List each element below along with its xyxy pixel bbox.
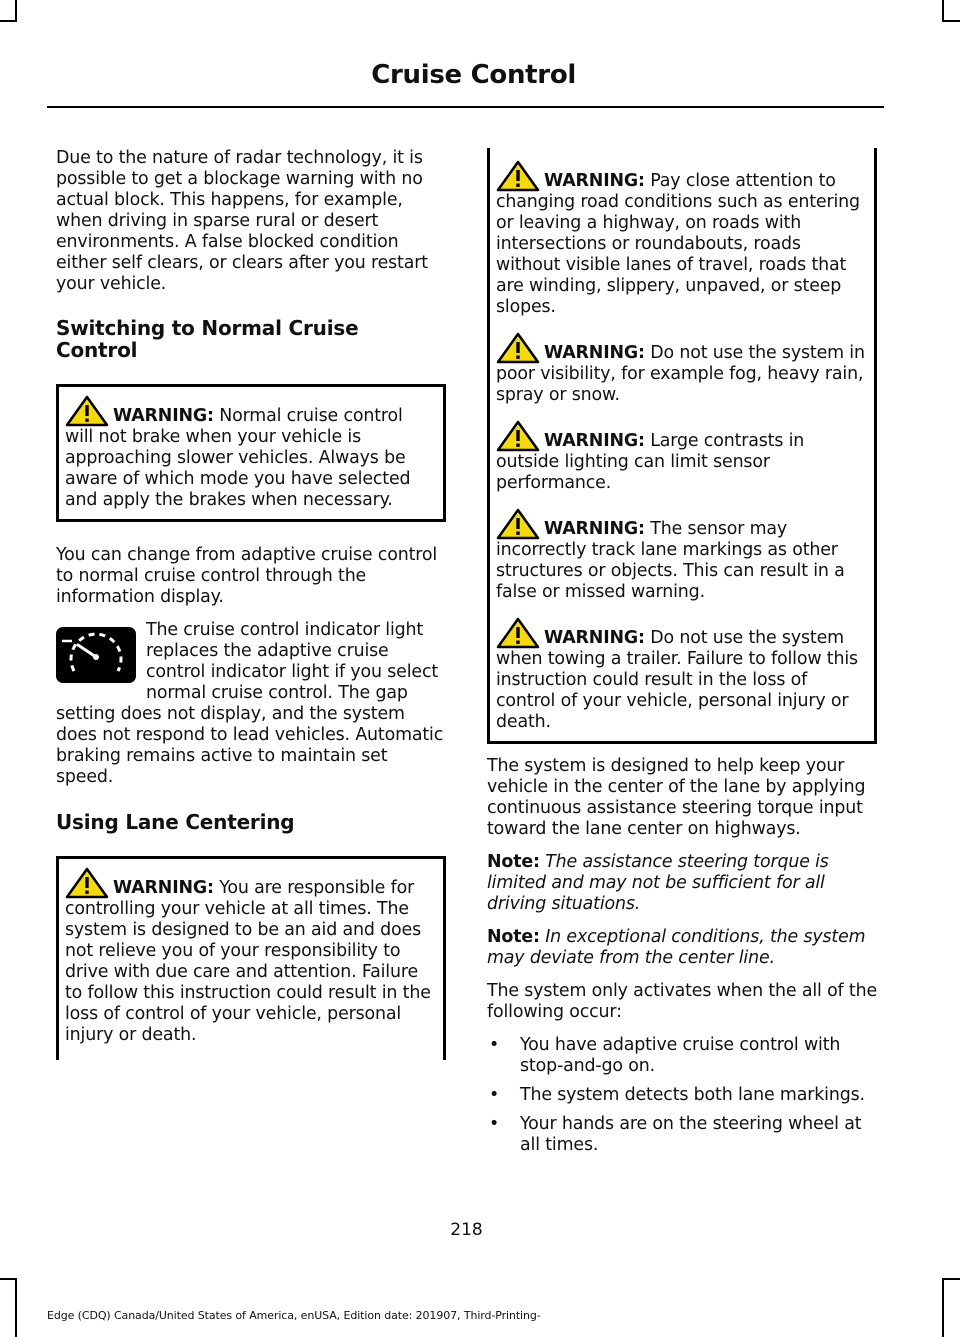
warning-label: WARNING:	[544, 431, 645, 451]
warning-item	[496, 508, 867, 603]
warning-label: WARNING:	[113, 878, 214, 898]
warning-text: Pay close attention to changing road conditions such as entering or leaving a highway, on roads with intersections or roundabouts, roads without visible lanes of travel, roads that are winding, slippery, unpaved, or steep slopes.	[496, 171, 860, 317]
warning-text: Do not use the system when towing a trailer. Failure to follow this instruction could result in the loss of control of your vehicle, personal injury or death.	[496, 628, 858, 732]
activation-conditions-list	[487, 1035, 877, 1156]
list-item-text: You have adaptive cruise control with stop-and-go on.	[520, 1035, 841, 1076]
list-item	[487, 1035, 877, 1077]
warning-label: WARNING:	[544, 519, 645, 539]
warning-text: Do not use the system in poor visibility, for example fog, heavy rain, spray or snow.	[496, 343, 865, 405]
warning-text: The sensor may incorrectly track lane markings as other structures or objects. This can result in a false or missed warning.	[496, 519, 845, 602]
right-column	[487, 148, 877, 1164]
warning-label: WARNING:	[544, 628, 645, 648]
list-item-text: The system detects both lane markings.	[520, 1085, 865, 1105]
warning-item	[496, 420, 867, 494]
crop-mark	[942, 20, 960, 22]
indicator-section	[56, 620, 446, 788]
warning-text: Normal cruise control will not brake when your vehicle is approaching slower vehicles. Always be aware of which mode you have selected and apply the brakes when necessary.	[65, 406, 411, 510]
crop-mark	[15, 0, 17, 20]
section-heading-normal-cruise: Switching to Normal Cruise Control	[56, 316, 359, 362]
warning-label: WARNING:	[544, 171, 645, 191]
note-text: In exceptional conditions, the system may deviate from the center line.	[487, 927, 866, 968]
note-paragraph	[487, 852, 877, 915]
header-divider	[47, 106, 884, 108]
warning-triangle-icon	[496, 160, 540, 192]
warning-box	[56, 384, 446, 522]
footer-edition-text: Edge (CDQ) Canada/United States of America, enUSA, Edition date: 201907, Third-Printing-	[47, 1309, 541, 1322]
warning-item	[496, 617, 867, 733]
intro-paragraph: Due to the nature of radar technology, it is possible to get a blockage warning with no actual block. This happens, for example, when driving in sparse rural or desert environments. A false blocked condition either self clears, or clears after you restart your vehicle.	[56, 148, 428, 294]
warning-triangle-icon	[65, 867, 109, 899]
indicator-paragraph: The cruise control indicator light replaces the adaptive cruise control indicator light if you select normal cruise control. The gap setting does not display, and the system does not respond to lead vehicles. Automatic braking remains active to maintain set speed.	[56, 620, 444, 787]
list-item	[487, 1085, 877, 1106]
crop-mark	[942, 0, 944, 20]
warning-triangle-icon	[496, 420, 540, 452]
section-heading-lane-centering: Using Lane Centering	[56, 810, 295, 834]
warning-text: Large contrasts in outside lighting can limit sensor performance.	[496, 431, 805, 493]
crop-mark	[942, 1278, 960, 1280]
page-title: Cruise Control	[371, 60, 576, 90]
warning-label: WARNING:	[544, 343, 645, 363]
warning-box	[487, 148, 877, 744]
warning-item	[65, 867, 436, 1046]
warning-item	[496, 160, 867, 318]
change-mode-paragraph: You can change from adaptive cruise control to normal cruise control through the information display.	[56, 545, 438, 607]
warning-text: You are responsible for controlling your vehicle at all times. The system is designed to be an aid and does not relieve you of your responsibility to drive with due care and attention. Failure to follow this instruction could result in the loss of control of your vehicle, personal injury or death.	[65, 878, 431, 1045]
bullet: •	[489, 1114, 500, 1134]
warning-label: WARNING:	[113, 406, 214, 426]
crop-mark	[15, 1278, 17, 1337]
bullet: •	[489, 1035, 500, 1055]
system-description-paragraph: The system is designed to help keep your vehicle in the center of the lane by applying continuous assistance steering torque input toward the lane center on highways.	[487, 756, 866, 839]
note-label: Note:	[487, 852, 540, 872]
bullet: •	[489, 1085, 500, 1105]
warning-triangle-icon	[65, 395, 109, 427]
warning-item	[496, 332, 867, 406]
list-item	[487, 1114, 877, 1156]
crop-mark	[0, 20, 17, 22]
list-item-text: Your hands are on the steering wheel at all times.	[520, 1114, 862, 1155]
left-column	[56, 148, 446, 1060]
note-label: Note:	[487, 927, 540, 947]
warning-triangle-icon	[496, 617, 540, 649]
warning-triangle-icon	[496, 332, 540, 364]
page-number: 218	[450, 1220, 483, 1240]
cruise-control-indicator-icon	[56, 627, 136, 683]
crop-mark	[942, 1278, 944, 1337]
warning-triangle-icon	[496, 508, 540, 540]
warning-box	[56, 856, 446, 1060]
note-paragraph	[487, 927, 877, 969]
activation-paragraph: The system only activates when the all of the following occur:	[487, 981, 877, 1022]
warning-item	[65, 395, 436, 511]
note-text: The assistance steering torque is limited and may not be sufficient for all driving situations.	[487, 852, 829, 914]
